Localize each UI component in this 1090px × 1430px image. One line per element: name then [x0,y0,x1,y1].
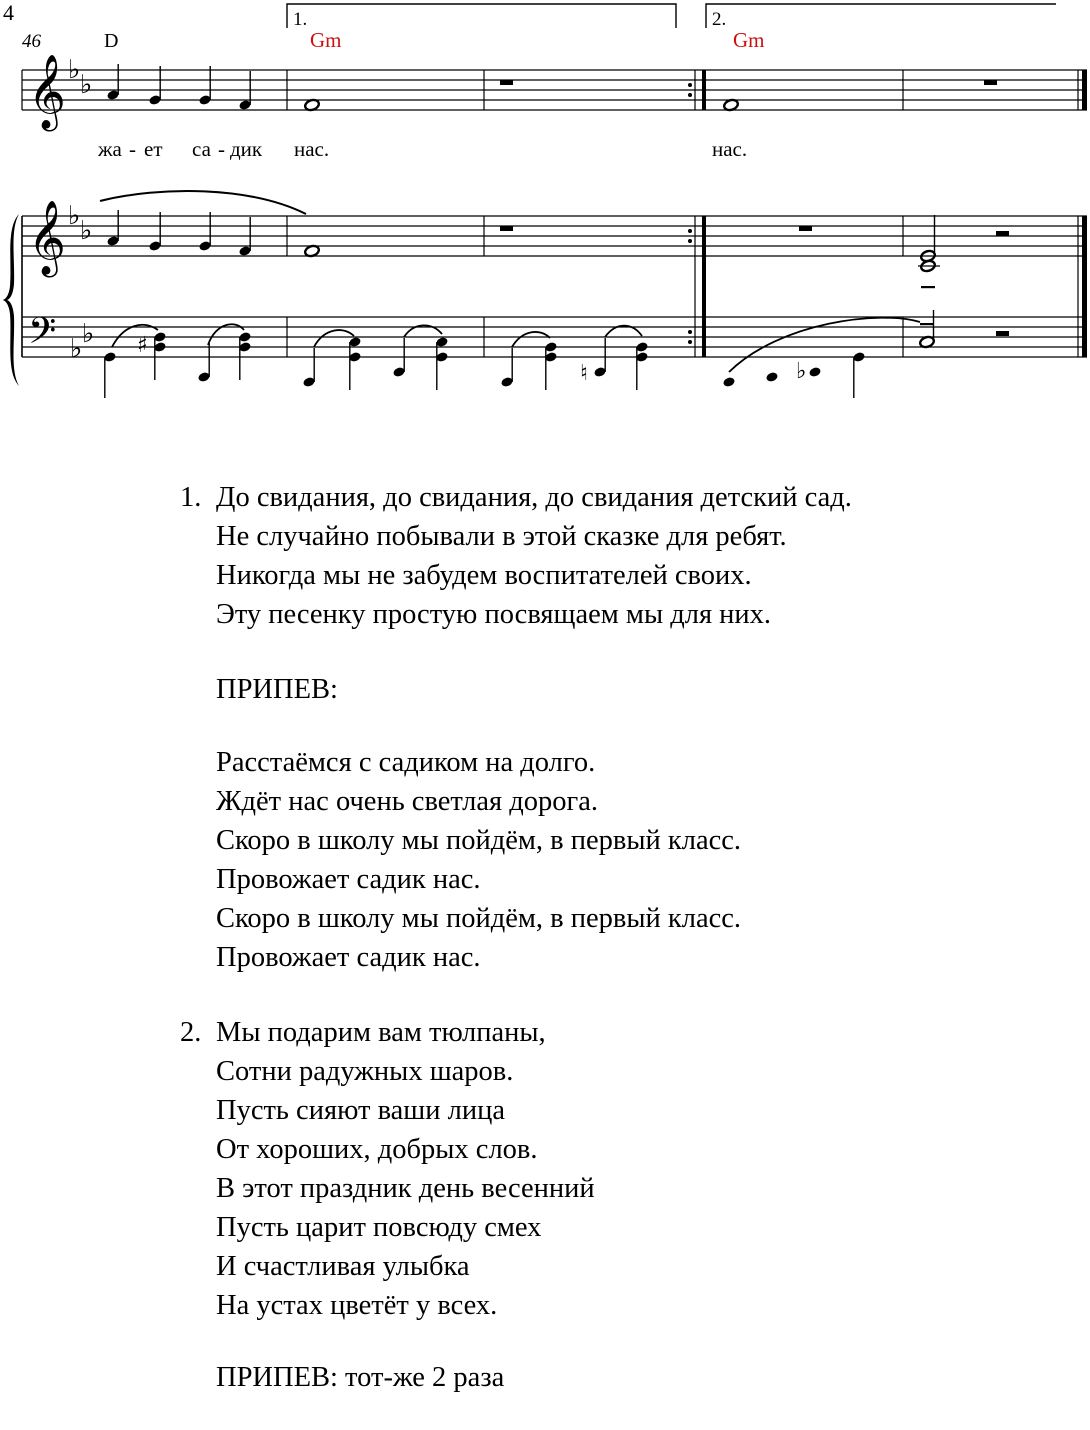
note-g [722,376,735,388]
verse-1 [180,478,852,977]
lyric-line: Провожает садик нас. [216,864,481,895]
verse-number: 2. [180,1017,202,1048]
note-d [852,351,865,398]
svg-text:♮: ♮ [580,361,588,386]
note-d [103,351,116,398]
flat-sign-icon: ♭ [68,55,81,85]
note-a [198,212,211,252]
note-a [765,371,778,383]
flat-sign-icon: ♭ [68,201,81,231]
treble-clef-icon: 𝄞 [28,201,66,275]
lyric-hyphen: - [129,137,136,161]
whole-rest [500,226,513,231]
lyric-line: Скоро в школу мы пойдём, в первый класс. [216,825,742,856]
note-a [148,66,161,106]
chord-f-a [238,331,251,380]
chord-d-g [348,336,361,390]
chord-d-g [435,336,448,390]
lyric-line: Провожает садик нас. [216,942,481,973]
page-number: 4 [3,0,14,25]
half-rest [996,231,1009,236]
verse-2 [180,1013,852,1397]
note-g [238,71,251,111]
lyric-hyphen: - [218,137,225,161]
lyric-line: До свидания, до свидания, до свидания детский сад. [216,482,852,513]
lyric-line: Скоро в школу мы пойдём, в первый класс. [216,903,742,934]
volta-bracket-2 [706,4,1056,28]
whole-rest [984,80,997,85]
verse-number: 1. [180,482,202,513]
brace-icon [2,214,19,386]
volta-bracket-1 [287,4,676,28]
note-b-natural [580,338,607,386]
vocal-staff [22,55,1087,132]
note-bb [796,359,822,384]
flat-sign-icon: ♭ [82,319,95,349]
note-g [238,217,251,257]
chorus-repeat-label: ПРИПЕВ: тот-же 2 раза [216,1362,505,1393]
piano-bass-staff [2,214,1087,398]
half-note-g [919,310,935,349]
lyric-line: В этот праздник день весенний [216,1173,595,1204]
lyric-line: Ждёт нас очень светлая дорога. [216,786,598,817]
chord-symbol-gm-1: Gm [310,28,342,52]
note-bb [392,338,405,378]
treble-clef-icon: 𝄞 [28,55,66,129]
note-a [197,343,210,383]
svg-text:♯: ♯ [137,333,148,358]
lyric-line: Сотни радужных шаров. [216,1056,514,1087]
lyric-syllable: нас. [294,137,330,161]
lyric-line: Расстаёмся с садиком на долго. [216,747,596,778]
whole-rest [500,80,513,85]
lyric-syllable: нас. [712,137,748,161]
lyric-syllable: дик [230,137,263,161]
whole-rest [799,226,812,231]
lyrics-text [180,478,852,1397]
lyric-line: Не случайно побывали в этой сказке для ребят. [216,521,787,552]
lyric-line: От хороших, добрых слов. [216,1134,538,1165]
chord-symbol-d: D [104,30,119,52]
bass-clef-icon: 𝄢 [28,310,57,361]
lyric-line: На устах цветёт у всех. [216,1290,498,1321]
lyric-line: И счастливая улыбка [216,1251,470,1282]
flat-sign-icon: ♭ [80,216,93,246]
chord-fsharp-a [137,331,167,380]
measure-number: 46 [22,31,41,52]
chord-d-f [635,341,648,390]
slur [100,191,306,214]
note-g [302,348,315,388]
volta-label-2: 2. [712,9,727,30]
chord-d-f [544,341,557,390]
svg-text:♭: ♭ [796,359,807,384]
lyric-syllable: жа [98,137,122,161]
flat-sign-icon: ♭ [70,334,83,364]
note-a [148,212,161,252]
lyric-syllable: ет [144,137,163,161]
chorus-label: ПРИПЕВ: [216,674,338,705]
lyric-line: Пусть сияют ваши лица [216,1095,505,1126]
half-rest [996,331,1009,336]
lyric-line: Мы подарим вам тюлпаны, [216,1017,546,1048]
note-g [500,348,513,388]
piano-treble-staff [22,191,1087,288]
flat-sign-icon: ♭ [80,70,93,100]
lyric-line: Эту песенку простую посвящаем мы для них. [216,599,772,630]
chord-symbol-gm-2: Gm [733,28,765,52]
note-a [198,66,211,106]
lyric-syllable: са [192,137,211,161]
lyric-line: Никогда мы не забудем воспитателей своих. [216,560,752,591]
sheet-music [0,0,1090,420]
volta-label-1: 1. [293,9,308,30]
lyric-line: Пусть царит повсюду смех [216,1212,542,1243]
